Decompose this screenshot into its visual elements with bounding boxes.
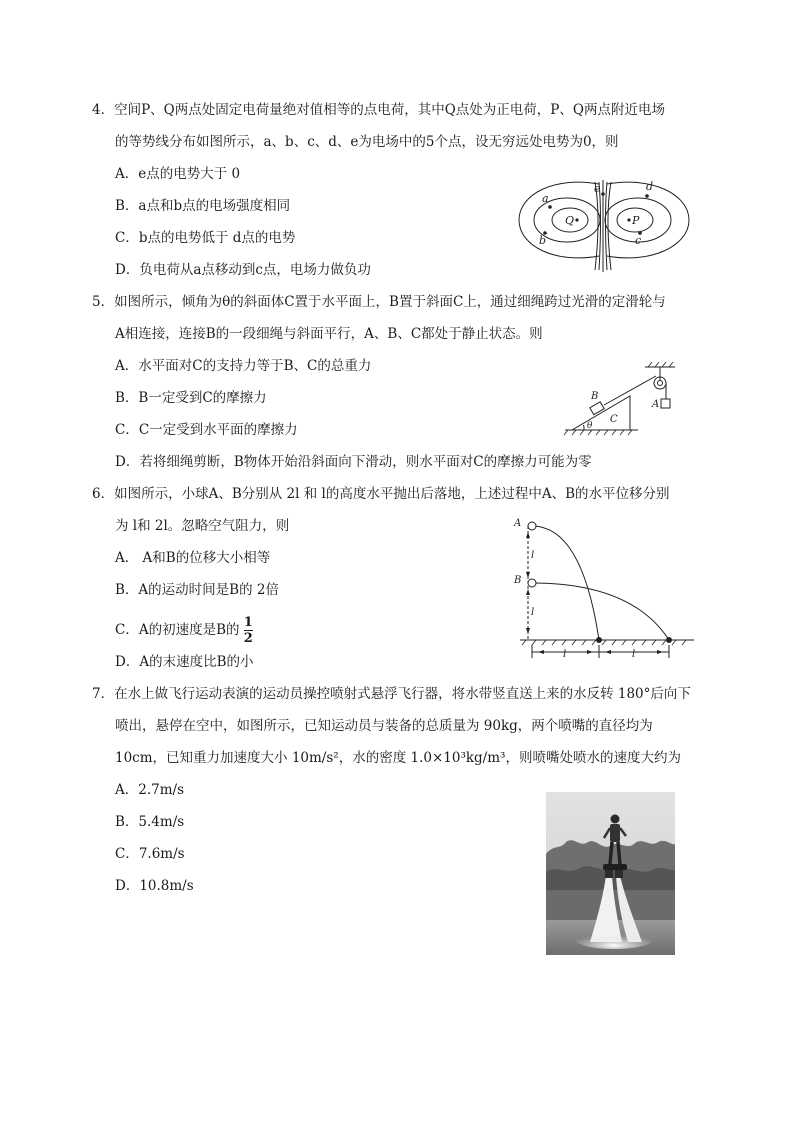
q5-option-b: B．B一定受到C的摩擦力	[115, 390, 267, 406]
q6-stem-line1: 6．如图所示，小球A、B分别从 2l 和 l的高度水平抛出后落地，上述过程中A、B的水平位移分别	[92, 486, 670, 502]
q4-stem-line1: 4．空间P、Q两点处固定电荷量绝对值相等的点电荷，其中Q点处为正电荷，P、Q两点附近电场	[92, 102, 665, 118]
q5-option-a: A．水平面对C的支持力等于B、C的总重力	[115, 358, 372, 374]
q6-projectile-diagram	[508, 512, 698, 662]
q6-label-l-left: l	[563, 649, 567, 660]
q6-label-a: A	[514, 518, 522, 529]
q7-stem-line3: 10cm，已知重力加速度大小 10m/s²，水的密度 1.0×10³kg/m³，则喷嘴处喷水的速度大约为	[115, 750, 681, 766]
q6-option-c	[115, 616, 253, 645]
q6-option-b: B．A的运动时间是B的 2倍	[115, 582, 279, 598]
q6-fraction-denominator: 2	[243, 631, 253, 646]
q5-label-c: C	[610, 414, 618, 425]
q6-option-a: A． A和B的位移大小相等	[115, 550, 271, 566]
q5-option-d: D．若将细绳剪断，B物体开始沿斜面向下滑动，则水平面对C的摩擦力可能为零	[115, 454, 592, 470]
q4-option-d: D．负电荷从a点移动到c点，电场力做负功	[115, 262, 371, 278]
q4-field-diagram	[515, 180, 695, 272]
q6-fraction-numerator: 1	[243, 615, 253, 630]
q4-label-q: Q	[565, 214, 575, 227]
q7-option-d: D．10.8m/s	[115, 878, 194, 894]
q4-label-e: e	[594, 182, 601, 195]
q7-option-c: C．7.6m/s	[115, 846, 185, 862]
q6-label-l-right: l	[632, 649, 636, 660]
q7-flyboard-photo	[546, 792, 675, 955]
q6-option-c-text: C．A的初速度是B的	[115, 622, 240, 638]
q4-option-b: B．a点和b点的电场强度相同	[115, 198, 291, 214]
q6-option-d: D．A的末速度比B的小	[115, 654, 254, 670]
q7-option-b: B．5.4m/s	[115, 814, 185, 830]
q4-label-c: c	[635, 234, 642, 247]
q4-label-a: a	[542, 192, 549, 205]
q5-stem-line2: A相连接，连接B的一段细绳与斜面平行，A、B、C都处于静止状态。则	[115, 326, 543, 342]
q4-label-p: P	[632, 214, 640, 227]
q5-stem-line1: 5．如图所示，倾角为θ的斜面体C置于水平面上，B置于斜面C上，通过细绳跨过光滑的定滑轮与	[92, 294, 666, 310]
q4-label-b: b	[539, 234, 547, 247]
q7-option-a: A．2.7m/s	[115, 782, 184, 798]
q5-label-theta: θ	[587, 421, 593, 431]
q5-label-a: A	[652, 399, 660, 410]
q4-label-d: d	[646, 180, 654, 193]
q6-label-l-upper: l	[531, 550, 535, 561]
q5-incline-diagram	[560, 362, 685, 437]
q4-stem-line2: 的等势线分布如图所示，a、b、c、d、e为电场中的5个点，设无穷远处电势为0，则	[115, 134, 619, 150]
q6-label-b: B	[514, 575, 522, 586]
q6-label-l-lower: l	[531, 607, 535, 618]
q4-option-a: A．e点的电势大于 0	[115, 166, 241, 182]
q7-stem-line1: 7．在水上做飞行运动表演的运动员操控喷射式悬浮飞行器，将水带竖直送上来的水反转 180°后向下	[92, 686, 691, 702]
q6-fraction	[244, 616, 253, 645]
q5-option-c: C．C一定受到水平面的摩擦力	[115, 422, 298, 438]
q6-stem-line2: 为 l和 2l。忽略空气阻力，则	[115, 518, 290, 534]
q4-option-c: C．b点的电势低于 d点的电势	[115, 230, 296, 246]
q5-label-b: B	[591, 391, 599, 402]
q7-stem-line2: 喷出，悬停在空中，如图所示，已知运动员与装备的总质量为 90kg，两个喷嘴的直径均为	[115, 718, 653, 734]
